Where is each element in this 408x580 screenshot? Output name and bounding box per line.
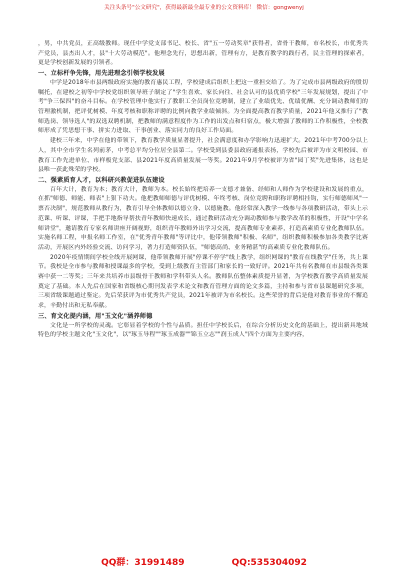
paragraph: 百年大计，教育为本；教育大计，教师为本。校长始终把培养一支德才兼备、经师和人师作为学校建设和发展的重点，在抓"师德、师能、师表"上狠下功夫。他把教师师德与评优树模、年终考核、岗位竞聘和职称评聘相挂钩，实行师德师风"一票否决制"，规范教师从教行为，教育引导全体教师以德立身、以德施教。他经常深入教学一线参与各项教研活动，带头上示范课、听课、评课，手把手地指导帮扶青年教师快速成长，通过教研活动充分调动教师参与教学改革的积极性，开设"中学名师讲堂"，邀请教育专家名师讲座开阔视野，组织青年教师外出学习交流，提高教师专业素养，打造高素质专业化教师队伍。实施名师工程，申报名师工作室，在"优秀青年教师"等评比中，他带领教师"积极、名师"，组织教师积极参加各类教学比赛活动，开展区内外经验交流、访问学习，著力打造师资队伍，"师德高尚、业务精湛"的高素质专业化教师队伍。 — [38, 186, 368, 251]
section-heading-2: 二、强素质育人才，以科研兴教促进队伍建设 — [38, 176, 165, 184]
article-body — [38, 40, 368, 341]
header-banner: 关注头条号"公文研究"，获得最新最全最专业的公文资料库！ 微信：gongwenyj — [104, 5, 304, 11]
paragraph: 中学是2018年市县两级政府实施的教育惠民工程，学校建成后组织上把这一重担交给了。为了完成市县两级政府的殷切嘱托，在建校之初等中学校党组织领导班子制定了"学生喜欢、家长向往、社会认可的县优质学校"三年发展规划，提出了中考"争三保四"的奋斗目标。在学校管理中他实行了教职工全员岗位竞聘制，建立了业绩优先、优绩优酬、充分调动教师们的管理激机制，把评优树模、年度考核和职称评聘的比例向教学业绩倾斜。为全面提高教育教学质量，2021年他又推行了"教师选岗、领导选人"的双选双聘机制，把教师的满意程度作为工作的出发点和归宿点，极大增强了教师的工作积极性，全校教师形成了凭思想干事、拼实力进取、干事创业、落实同力的良好工作局面。 — [38, 79, 368, 135]
paragraph: 建校三年来，中学在他的带领下，教育教学质量显著提升，社会满意度和办学影响力迅速扩大。2021年中考700分以上人，其中全市学生名列前茅，中考总平均分位居全县第二。学校受到县委县政府通报表扬，学校先后被评为市文明校园、市教育工作先进单位、市样板党支部、县2021年度高质量发展一等奖。2021年9月学校被评为省"园丁奖"先进集体，这也是县唯一获此殊荣的学校。 — [38, 138, 368, 174]
footer-contact — [0, 557, 408, 569]
intro-paragraph: ，男，中共党员，正高级教师。现任中学党支部书记、校长、省"五一劳动奖章"获得者，省骨干教师，市名校长，市优秀共产党员，县杰出人才，县"十大劳动模范"。他理念先行，思想出新，管理有方，是教育教学的践行者，民主管理的探索者，更是学校创新发展的引领者。 — [38, 41, 368, 67]
qq-group-text: QQ群：31991489 — [101, 558, 185, 568]
section-heading-1: 一、立标杆争先锋，用先进理念引领学校发展 — [38, 70, 165, 78]
paragraph: 2020年疫情期间学校全线开展网课，他带领教师开展"停课不停学"线上教学，组织网课的"教育在线教学"任务，共上课节。我校是全市参与教师和授课最多的学校，受到上级教育主管部门和家长的一致好评。2021年共有名教师在市县级各类课赛中获一二等奖；三年来共培养市县级骨干教师和学科带头人名。教师队伍整体素质提升显著，为学校教育教学高质量发展奠定了基础。本人先后在国家和省级核心期刊发表学术论文和教育管理方面的论文多篇，主持和参与省市县课题研究多项，三项省级课题通过鉴定。先后荣获评为市优秀共产党员，2021年被评为市名校长。这些荣誉的背后是他对教育事业的不懈追求，辛勤付出和无私奉献。 — [38, 254, 368, 310]
paragraph: 文化是一所学校的灵魂。它彰显着学校的个性与品质。担任中学校长后，在综合分析历史文化的基础上，提出新具地域特色的学校主题文化"玉文化"，以"琢玉导程""琢玉成器""锦玉立志""润玉成人"四个方面为主要内容， — [38, 322, 368, 339]
section-heading-3: 三、育文化提内涵，用"玉文化"涵养师德 — [38, 312, 153, 320]
qq-text: QQ:535304092 — [231, 558, 307, 568]
